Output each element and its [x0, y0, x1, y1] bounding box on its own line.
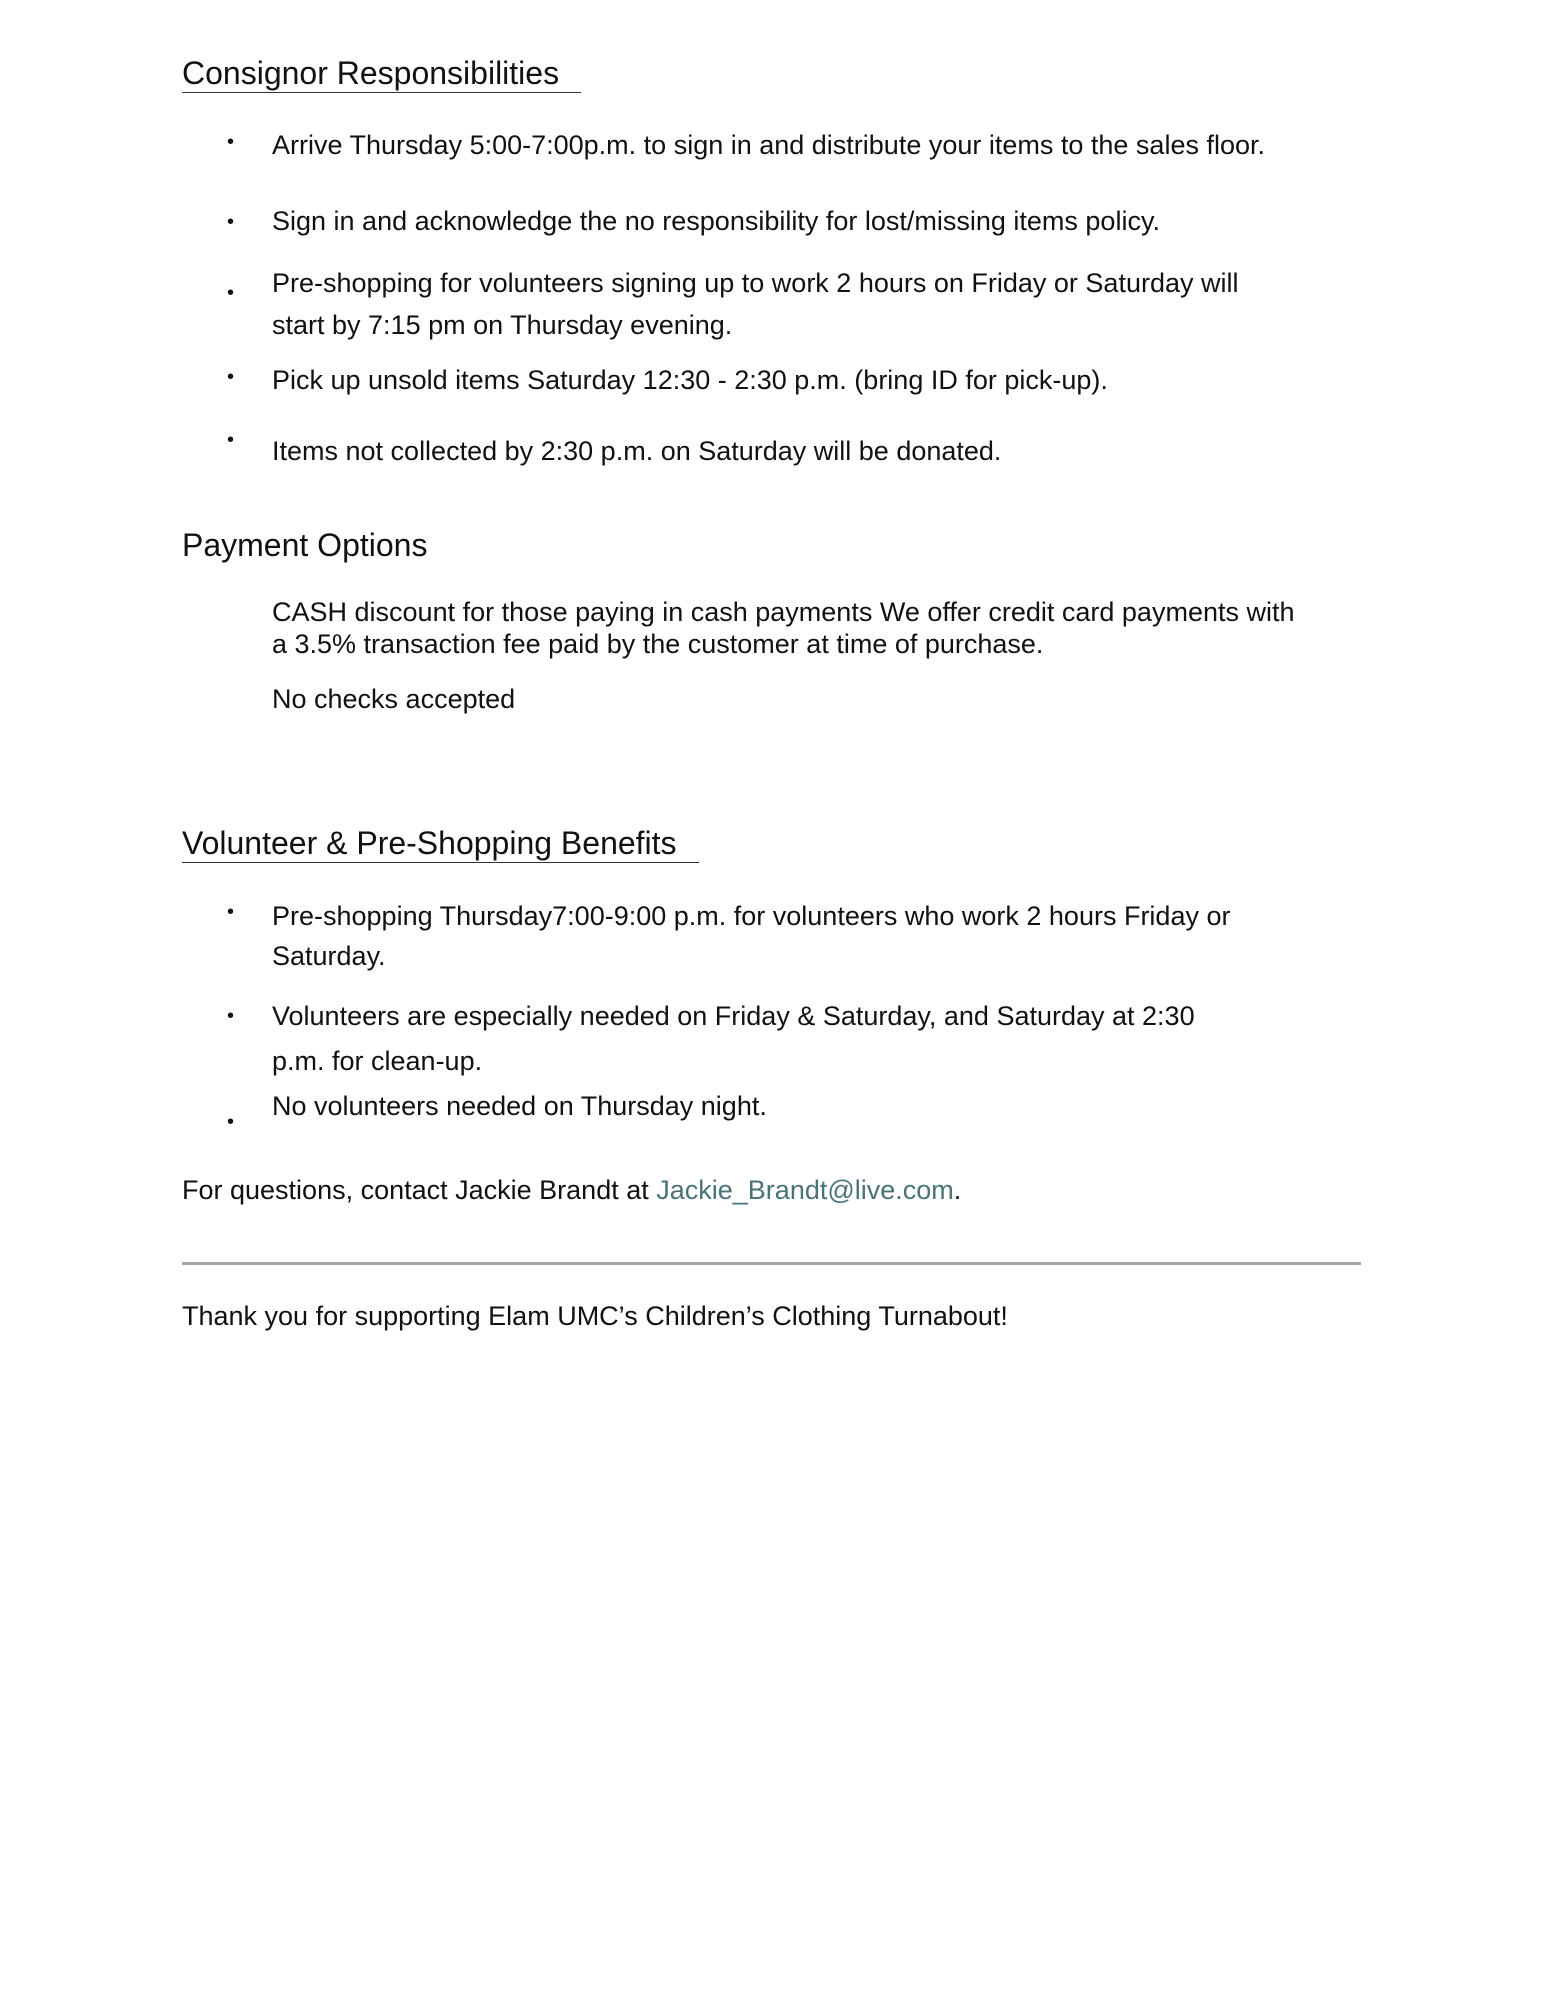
payment-paragraph-line-1: CASH discount for those paying in cash payments We offer credit card payments with: [272, 597, 1295, 627]
consignor-item-5: Items not collected by 2:30 p.m. on Saturday will be donated.: [272, 436, 1002, 466]
consignor-heading: Consignor Responsibilities: [182, 54, 581, 93]
bullet-icon: •: [227, 131, 235, 153]
thank-you-text: Thank you for supporting Elam UMC’s Children’s Clothing Turnabout!: [182, 1301, 1008, 1331]
volunteer-item-2-line-1: Volunteers are especially needed on Friday & Saturday, and Saturday at 2:30: [272, 1001, 1195, 1031]
bullet-icon: •: [227, 211, 235, 233]
bullet-icon: •: [227, 366, 235, 388]
volunteer-item-2-line-2: p.m. for clean-up.: [272, 1046, 483, 1076]
volunteer-item-1-line-1: Pre-shopping Thursday7:00-9:00 p.m. for volunteers who work 2 hours Friday or: [272, 901, 1231, 931]
volunteer-item-1-line-2: Saturday.: [272, 941, 386, 971]
payment-paragraph-line-2: a 3.5% transaction fee paid by the customer at time of purchase.: [272, 629, 1044, 659]
horizontal-divider: [182, 1262, 1361, 1265]
volunteer-item-3: No volunteers needed on Thursday night.: [272, 1091, 767, 1121]
volunteer-heading: Volunteer & Pre-Shopping Benefits: [182, 824, 699, 863]
consignor-item-2: Sign in and acknowledge the no responsibility for lost/missing items policy.: [272, 206, 1160, 236]
contact-email-link[interactable]: Jackie_Brandt@live.com: [656, 1175, 954, 1205]
bullet-icon: •: [227, 282, 235, 304]
consignor-item-3-line-2: start by 7:15 pm on Thursday evening.: [272, 310, 733, 340]
consignor-item-1: Arrive Thursday 5:00-7:00p.m. to sign in and distribute your items to the sales floor.: [272, 130, 1266, 160]
payment-heading: Payment Options: [182, 527, 428, 563]
consignor-item-4: Pick up unsold items Saturday 12:30 - 2:30 p.m. (bring ID for pick-up).: [272, 365, 1108, 395]
bullet-icon: •: [227, 1005, 235, 1027]
contact-suffix: .: [953, 1175, 962, 1205]
bullet-icon: •: [227, 429, 235, 451]
bullet-icon: •: [227, 1111, 235, 1133]
contact-line: [182, 1170, 961, 1210]
bullet-icon: •: [227, 901, 235, 923]
contact-prefix: For questions, contact Jackie Brandt at: [182, 1175, 657, 1205]
consignor-item-3-line-1: Pre-shopping for volunteers signing up to work 2 hours on Friday or Saturday will: [272, 268, 1239, 298]
no-checks-text: No checks accepted: [272, 684, 516, 714]
